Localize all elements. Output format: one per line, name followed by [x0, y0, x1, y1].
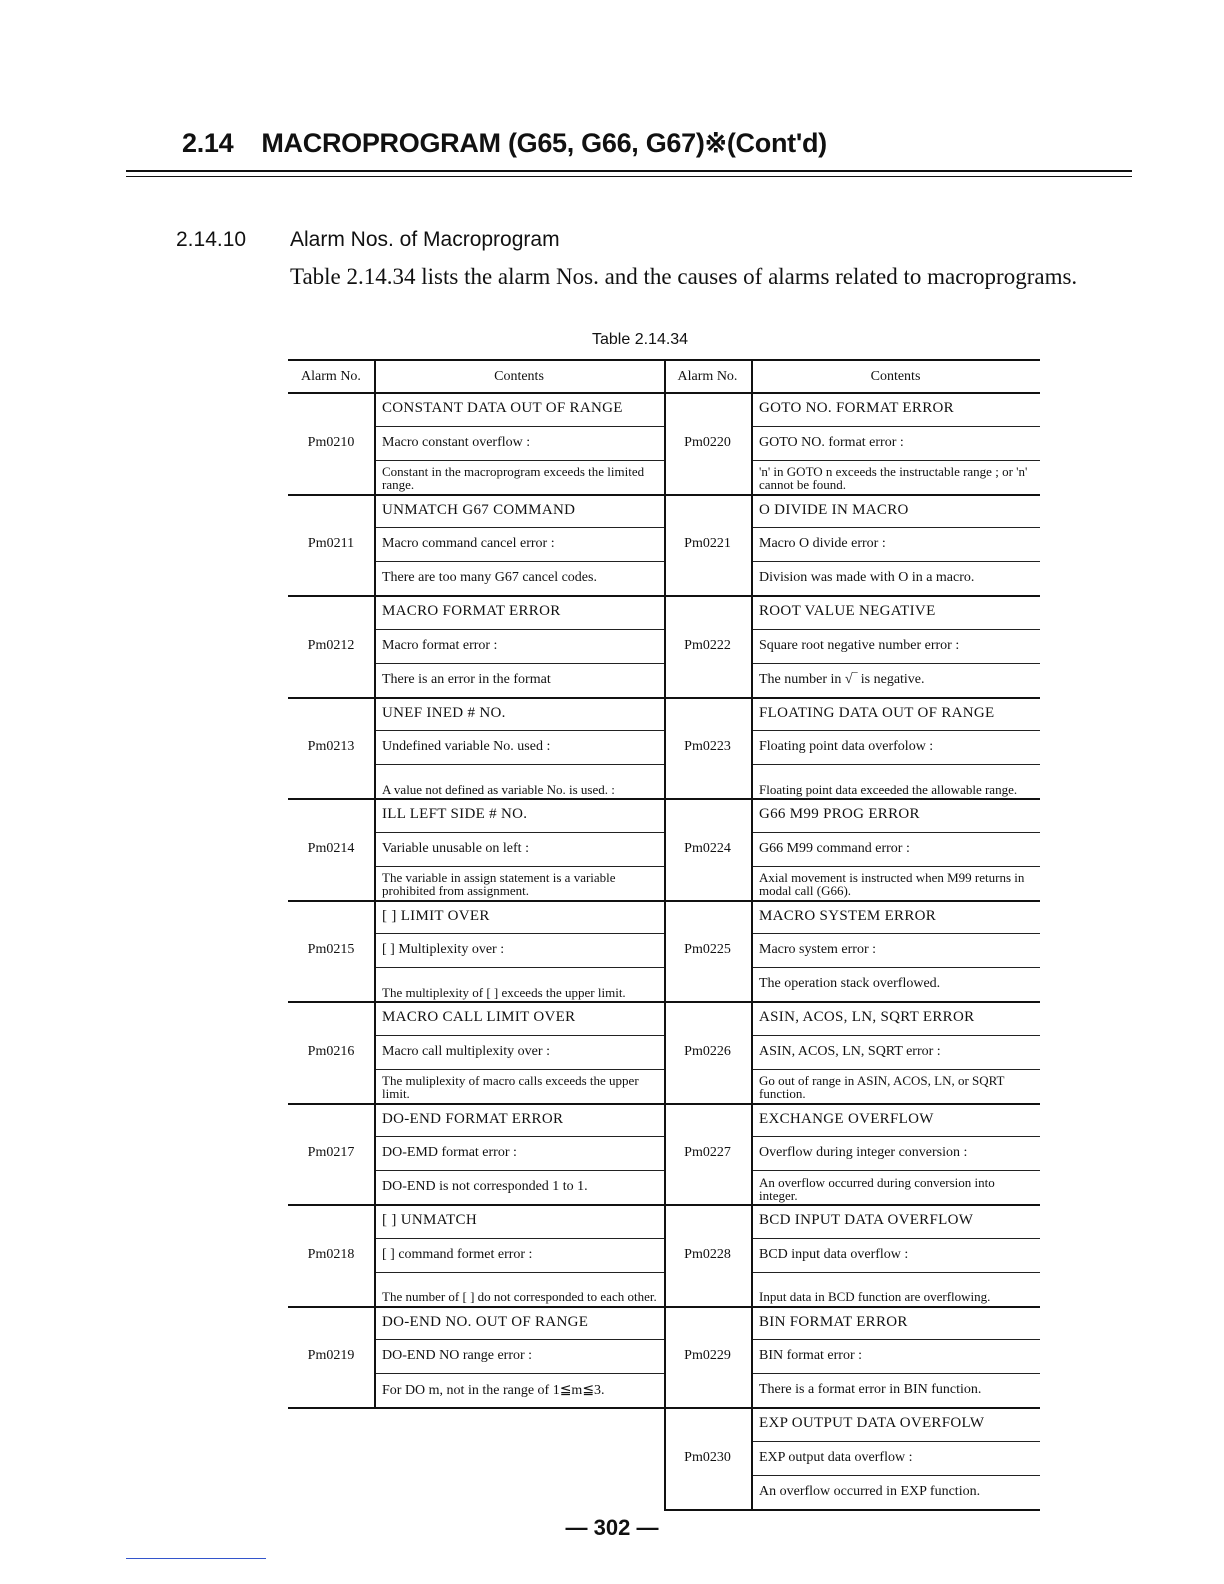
column-divider — [664, 392, 666, 1509]
alarm-cause: An overflow occurred during conversion into integer. — [759, 1174, 995, 1203]
column-divider — [374, 1306, 376, 1408]
alarm-title: ILL LEFT SIDE # NO. — [382, 806, 528, 823]
alarm-cause: The variable in assign statement is a variable prohibited from assignment. — [382, 870, 616, 899]
alarm-cause: 'n' in GOTO n exceeds the instructable range ; or 'n' cannot be found. — [759, 464, 1028, 493]
alarm-number: Pm0222 — [684, 637, 731, 653]
row-rule — [751, 460, 1040, 461]
row-rule — [374, 832, 664, 833]
alarm-number: Pm0210 — [307, 434, 355, 450]
alarm-cause: There is a format error in BIN function. — [759, 1382, 982, 1398]
alarm-number: Pm0213 — [307, 739, 355, 755]
row-rule — [751, 1170, 1040, 1171]
alarm-error: [ ] command formet error : — [382, 1246, 533, 1262]
column-divider — [751, 900, 753, 1002]
alarm-cause: The number in √‾ is negative. — [759, 671, 925, 687]
page-number: — 302 — — [565, 1515, 659, 1540]
alarm-title: UNMATCH G67 COMMAND — [382, 501, 576, 518]
alarm-title: CONSTANT DATA OUT OF RANGE — [382, 400, 623, 417]
alarm-error: BCD input data overflow : — [759, 1246, 909, 1262]
column-divider — [751, 1103, 753, 1205]
column-divider — [751, 1306, 753, 1408]
alarm-title: EXCHANGE OVERFLOW — [759, 1110, 934, 1127]
alarm-number: Pm0211 — [307, 536, 355, 552]
alarm-cause: Input data in BCD function are overflowing. — [759, 1289, 991, 1305]
row-rule — [751, 832, 1040, 833]
column-divider — [751, 392, 753, 494]
alarm-cause: Division was made with O in a macro. — [759, 570, 975, 586]
alarm-number: Pm0224 — [684, 840, 731, 856]
column-divider — [374, 359, 376, 392]
row-rule — [751, 663, 1040, 664]
section-title: MACROPROGRAM (G65, G66, G67)※(Cont'd) — [261, 128, 827, 158]
column-divider — [374, 798, 376, 900]
row-rule — [751, 1238, 1040, 1239]
alarm-number: Pm0226 — [684, 1043, 731, 1059]
alarm-error: Undefined variable No. used : — [382, 739, 551, 755]
row-rule — [374, 866, 664, 867]
alarm-title: GOTO NO. FORMAT ERROR — [759, 400, 954, 417]
column-divider — [751, 359, 753, 392]
alarm-number: Pm0212 — [307, 637, 355, 653]
column-divider — [751, 1204, 753, 1306]
row-rule — [751, 426, 1040, 427]
alarm-error: EXP output data overflow : — [759, 1449, 913, 1465]
row-rule — [751, 764, 1040, 765]
table-header-cell: Alarm No. — [677, 368, 738, 384]
row-rule — [374, 1136, 664, 1137]
alarm-title: EXP OUTPUT DATA OVERFOLW — [759, 1415, 985, 1432]
alarm-cause: The multiplexity of [ ] exceeds the upper limit. — [382, 984, 626, 1000]
row-rule — [751, 1339, 1040, 1340]
row-rule — [751, 1136, 1040, 1137]
alarm-number: Pm0227 — [684, 1145, 731, 1161]
alarm-error: Macro system error : — [759, 942, 877, 958]
alarm-cause: Axial movement is instructed when M99 returns in modal call (G66). — [759, 870, 1025, 899]
alarm-cause: There are too many G67 cancel codes. — [382, 570, 597, 586]
alarm-error: Floating point data overfolow : — [759, 739, 934, 755]
alarm-cause: For DO m, not in the range of 1≦m≦3. — [382, 1382, 605, 1398]
alarm-title: [ ] UNMATCH — [382, 1212, 477, 1229]
group-rule — [288, 1407, 664, 1409]
table-header-cell: Contents — [870, 368, 921, 384]
alarm-title: ASIN, ACOS, LN, SQRT ERROR — [759, 1009, 975, 1026]
row-rule — [751, 629, 1040, 630]
row-rule — [751, 1373, 1040, 1374]
alarm-error: Macro O divide error : — [759, 536, 886, 552]
alarm-cause: The number of [ ] do not corresponded to each other. — [382, 1289, 657, 1305]
column-divider — [374, 1103, 376, 1205]
alarm-cause: DO-END is not corresponded 1 to 1. — [382, 1179, 588, 1195]
row-rule — [374, 527, 664, 528]
alarm-title: BIN FORMAT ERROR — [759, 1313, 908, 1330]
table-header-cell: Alarm No. — [301, 368, 361, 384]
row-rule — [751, 527, 1040, 528]
row-rule — [374, 1035, 664, 1036]
row-rule — [374, 663, 664, 664]
row-rule — [374, 629, 664, 630]
alarm-number: Pm0219 — [307, 1348, 355, 1364]
alarm-number: Pm0223 — [684, 739, 731, 755]
column-divider — [751, 697, 753, 799]
alarm-error: Square root negative number error : — [759, 637, 960, 653]
column-divider — [374, 900, 376, 1002]
alarm-error: Macro command cancel error : — [382, 536, 555, 552]
column-divider — [374, 697, 376, 799]
alarm-cause: Floating point data exceeded the allowable range. — [759, 781, 1018, 797]
column-divider — [751, 494, 753, 596]
alarm-error: [ ] Multiplexity over : — [382, 942, 505, 958]
column-divider — [751, 595, 753, 697]
section-number: 2.14 — [182, 128, 234, 158]
alarm-title: ROOT VALUE NEGATIVE — [759, 603, 936, 620]
column-divider — [751, 1001, 753, 1103]
column-divider — [374, 1204, 376, 1306]
alarm-number: Pm0218 — [307, 1246, 355, 1262]
alarm-number: Pm0229 — [684, 1348, 731, 1364]
column-divider — [374, 595, 376, 697]
intro-paragraph: Table 2.14.34 lists the alarm Nos. and the causes of alarms related to macroprograms. — [290, 264, 1078, 289]
alarm-error: Macro constant overflow : — [382, 434, 531, 450]
row-rule — [374, 1170, 664, 1171]
alarm-cause: The muliplexity of macro calls exceeds the upper limit. — [382, 1073, 639, 1102]
row-rule — [374, 460, 664, 461]
subsection-number: 2.14.10 — [176, 228, 247, 251]
row-rule — [751, 1441, 1040, 1442]
row-rule — [374, 1373, 664, 1374]
subsection-title: Alarm Nos. of Macroprogram — [290, 228, 560, 251]
alarm-cause: A value not defined as variable No. is used. : — [382, 781, 615, 797]
alarm-error: G66 M99 command error : — [759, 840, 910, 856]
alarm-cause: Constant in the macroprogram exceeds the limited range. — [382, 464, 645, 493]
alarm-error: BIN format error : — [759, 1348, 863, 1364]
row-rule — [374, 1272, 664, 1273]
alarm-title: DO-END NO. OUT OF RANGE — [382, 1313, 589, 1330]
alarm-title: MACRO CALL LIMIT OVER — [382, 1009, 576, 1026]
row-rule — [374, 1339, 664, 1340]
alarm-error: Macro format error : — [382, 637, 498, 653]
alarm-title: DO-END FORMAT ERROR — [382, 1110, 564, 1127]
row-rule — [374, 967, 664, 968]
alarm-number: Pm0217 — [307, 1145, 355, 1161]
alarm-error: Variable unusable on left : — [382, 840, 529, 856]
alarm-title: MACRO FORMAT ERROR — [382, 603, 561, 620]
row-rule — [374, 426, 664, 427]
alarm-number: Pm0225 — [684, 942, 731, 958]
row-rule — [374, 764, 664, 765]
row-rule — [374, 933, 664, 934]
alarm-title: UNEF INED # NO. — [382, 704, 506, 721]
column-divider — [374, 392, 376, 494]
alarm-cause: There is an error in the format — [382, 671, 551, 687]
alarm-cause: Go out of range in ASIN, ACOS, LN, or SQRT function. — [759, 1073, 1005, 1102]
footnote-rule — [126, 1558, 266, 1559]
group-rule — [664, 1509, 1040, 1511]
alarm-number: Pm0214 — [307, 840, 355, 856]
alarm-error: DO-END NO range error : — [382, 1348, 533, 1364]
row-rule — [751, 1475, 1040, 1476]
alarm-number: Pm0221 — [684, 536, 731, 552]
alarm-cause: The operation stack overflowed. — [759, 976, 941, 992]
row-rule — [751, 1069, 1040, 1070]
row-rule — [751, 866, 1040, 867]
alarm-title: [ ] LIMIT OVER — [382, 907, 490, 924]
row-rule — [751, 967, 1040, 968]
column-divider — [374, 494, 376, 596]
row-rule — [751, 730, 1040, 731]
alarm-error: Overflow during integer conversion : — [759, 1145, 968, 1161]
alarm-number: Pm0216 — [307, 1043, 355, 1059]
alarm-number: Pm0228 — [684, 1246, 731, 1262]
alarm-number: Pm0215 — [307, 942, 355, 958]
table-caption: Table 2.14.34 — [592, 331, 689, 348]
alarm-number: Pm0220 — [684, 434, 731, 450]
column-divider — [751, 1407, 753, 1509]
alarm-error: GOTO NO. format error : — [759, 434, 904, 450]
alarm-error: Macro call multiplexity over : — [382, 1043, 550, 1059]
alarm-title: G66 M99 PROG ERROR — [759, 806, 920, 823]
column-divider — [751, 798, 753, 900]
column-divider — [664, 359, 666, 392]
alarm-error: ASIN, ACOS, LN, SQRT error : — [759, 1043, 941, 1059]
row-rule — [751, 561, 1040, 562]
alarm-error: DO-EMD format error : — [382, 1145, 517, 1161]
row-rule — [374, 561, 664, 562]
alarm-title: BCD INPUT DATA OVERFLOW — [759, 1212, 974, 1229]
alarm-cause: An overflow occurred in EXP function. — [759, 1483, 981, 1499]
alarm-title: FLOATING DATA OUT OF RANGE — [759, 704, 995, 721]
row-rule — [751, 1272, 1040, 1273]
table-header-cell: Contents — [494, 368, 544, 384]
alarm-number: Pm0230 — [684, 1449, 731, 1465]
row-rule — [751, 933, 1040, 934]
row-rule — [374, 730, 664, 731]
alarm-title: MACRO SYSTEM ERROR — [759, 907, 937, 924]
alarm-title: O DIVIDE IN MACRO — [759, 501, 909, 518]
row-rule — [751, 1035, 1040, 1036]
row-rule — [374, 1238, 664, 1239]
row-rule — [374, 1069, 664, 1070]
column-divider — [374, 1001, 376, 1103]
